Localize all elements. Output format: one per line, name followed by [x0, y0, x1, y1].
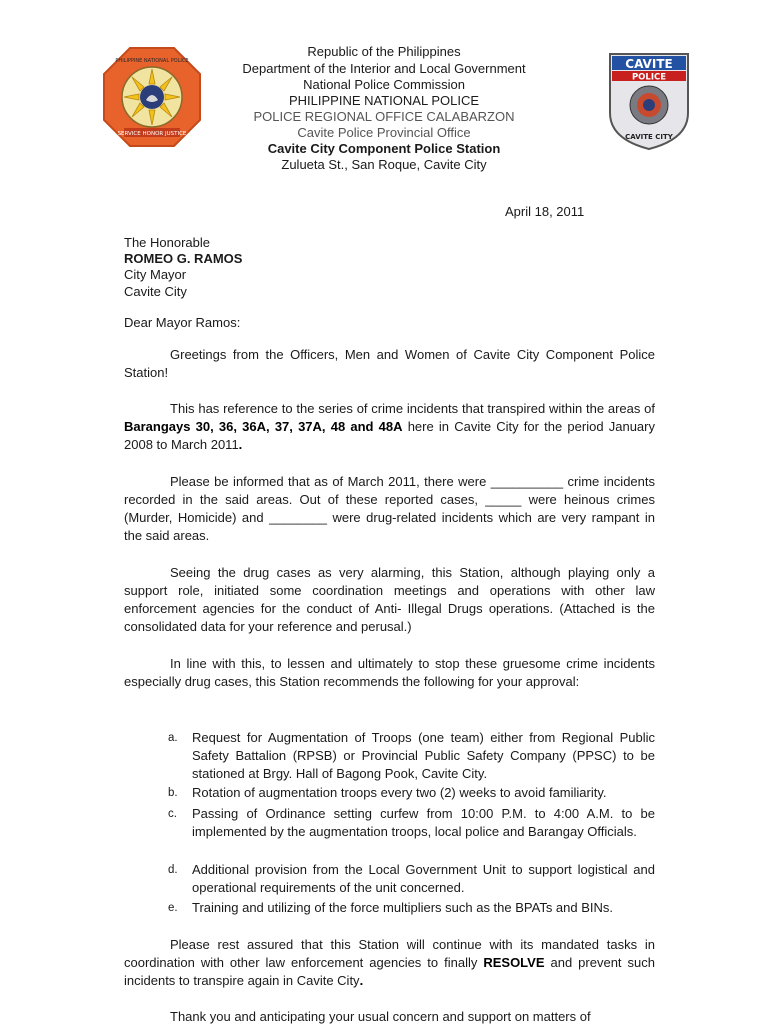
paragraph-crime-stats: Please be informed that as of March 2011, there were __________ crime incidents recorded in the said areas. Out of these reported cases, _____ were heinous crimes (Murder, Homicide) and ________ were drug-related incidents which are very rampant in the said areas.	[124, 474, 655, 543]
addressee-place: Cavite City	[124, 283, 187, 299]
addressee-name: ROMEO G. RAMOS	[124, 251, 243, 267]
recommendation-item-a: a. Request for Augmentation of Troops (one team) either from Regional Public Safety Battalion (RPSB) or Provincial Public Safety Company (PPSC) to be stationed at Brgy. Hall of Bagong Pook, Cavite City.	[168, 730, 655, 781]
addressee-block	[124, 235, 242, 300]
header-line-dilg: Department of the Interior and Local Government	[242, 61, 526, 76]
greeting: Dear Mayor Ramos:	[124, 315, 241, 330]
paragraph-reference: This has reference to the series of crime incidents that transpired within the areas of Barangays 30, 36, 36A, 37, 37A, 48 and 48A here in Cavite City for the period January 2008 to March 2011.	[124, 401, 655, 452]
barangays-list: Barangays 30, 36, 36A, 37, 37A, 48 and 48A	[124, 419, 403, 434]
recommendation-item-e: e. Training and utilizing of the force multipliers such as the BPATs and BINs.	[168, 900, 614, 915]
header-line-provincial-office: Cavite Police Provincial Office	[297, 125, 471, 140]
paragraph-greetings: Greetings from the Officers, Men and Women of Cavite City Component Police Station!	[124, 347, 655, 380]
letter-date: April 18, 2011	[505, 204, 585, 219]
recommendation-item-d: d. Additional provision from the Local Government Unit to support logistical and operational requirements of the unit concerned.	[168, 862, 655, 895]
addressee-honorific: The Honorable	[124, 235, 210, 250]
header-line-address: Zulueta St., San Roque, Cavite City	[281, 157, 487, 172]
header-line-station: Cavite City Component Police Station	[267, 141, 501, 156]
svg-text:PHILIPPINE NATIONAL POLICE: PHILIPPINE NATIONAL POLICE	[115, 58, 189, 64]
recommendation-item-b: b. Rotation of augmentation troops every two (2) weeks to avoid familiarity.	[168, 785, 607, 800]
svg-text:SERVICE HONOR JUSTICE: SERVICE HONOR JUSTICE	[117, 131, 187, 137]
header-line-republic: Republic of the Philippines	[307, 44, 461, 59]
paragraph-drug-cases: Seeing the drug cases as very alarming, this Station, although playing only a support role, initiated some coordination meetings and operations with other law enforcement agencies for the conduct of Anti- Illegal Drugs operations. (Attached is the consolidated data for your reference and perusal.)	[124, 565, 655, 634]
header-line-napolcom: National Police Commission	[303, 77, 465, 92]
header-line-regional-office: POLICE REGIONAL OFFICE CALABARZON	[253, 109, 515, 124]
svg-text:CAVITE CITY: CAVITE CITY	[625, 133, 673, 141]
paragraph-recommendation-intro: In line with this, to lessen and ultimately to stop these gruesome crime incidents especially drug cases, this Station recommends the following for your approval:	[124, 656, 655, 689]
svg-text:POLICE: POLICE	[631, 72, 667, 83]
svg-text:CAVITE: CAVITE	[625, 57, 673, 71]
paragraph-assurance: Please rest assured that this Station will continue with its mandated tasks in coordination with other law enforcement agencies to finally RESOLVE and prevent such incidents to transpire again in Cavite City.	[124, 937, 655, 988]
paragraph-thanks: Thank you and anticipating your usual concern and support on matters of	[170, 1009, 591, 1024]
resolve-emphasis: RESOLVE	[483, 955, 545, 970]
addressee-title: City Mayor	[124, 267, 187, 283]
recommendation-item-c: c. Passing of Ordinance setting curfew from 10:00 P.M. to 4:00 A.M. to be implemented by the augmentation troops, local police and Barangay Officials.	[168, 806, 655, 839]
header-line-pnp: PHILIPPINE NATIONAL POLICE	[289, 93, 479, 108]
